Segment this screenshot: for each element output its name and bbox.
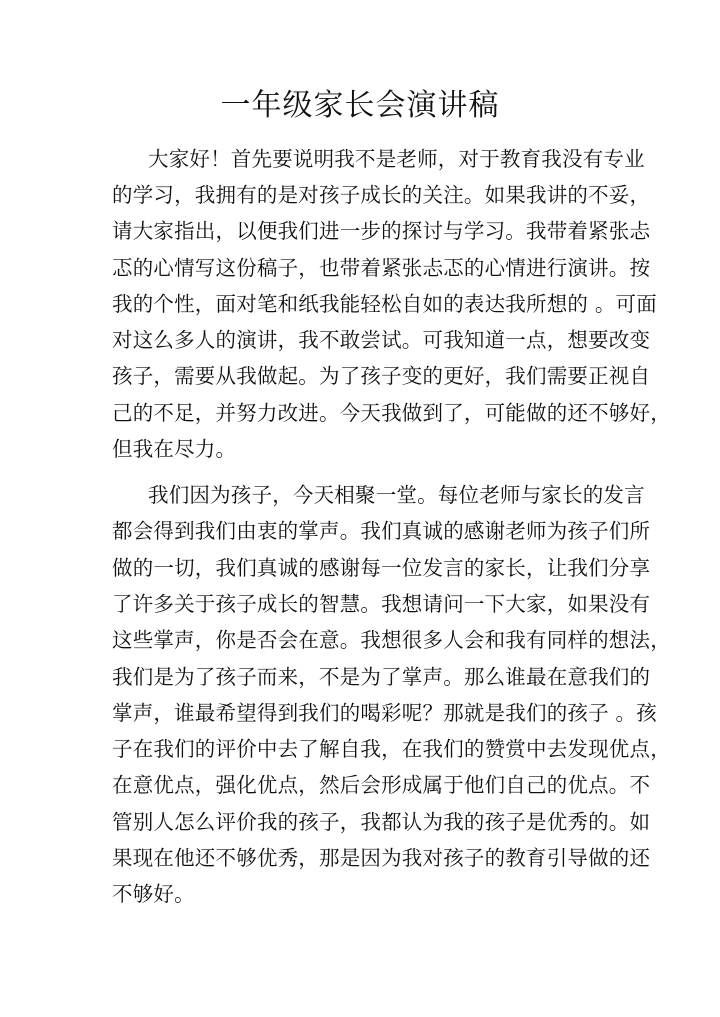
paragraph-1-line-5: 我的个性，面对笔和纸我能轻松自如的表达我所想的 。可面: [112, 292, 657, 316]
paragraph-2-line-11: 果现在他还不够优秀，那是因为我对孩子的教育引导做的还: [112, 846, 651, 870]
paragraph-2-line-10: 管别人怎么评价我的孩子，我都认为我的孩子是优秀的。如: [112, 810, 651, 834]
paragraph-2-line-5: 这些掌声，你是否会在意。我想很多人会和我有同样的想法，: [112, 628, 671, 652]
paragraph-2-line-1: 我们因为孩子，今天相聚一堂。每位老师与家长的发言: [148, 483, 645, 507]
paragraph-1-line-2: 的学习，我拥有的是对孩子成长的关注。如果我讲的不妥，: [112, 183, 651, 207]
paragraph-1-line-9: 但我在尽力。: [112, 437, 237, 461]
paragraph-2-line-3: 做的一切，我们真诚的感谢每一位发言的家长，让我们分享: [112, 556, 651, 580]
document-title: 一年级家长会演讲稿: [220, 88, 500, 123]
paragraph-1-line-1: 大家好！首先要说明我不是老师，对于教育我没有专业: [148, 147, 645, 171]
paragraph-2-line-9: 在意优点，强化优点，然后会形成属于他们自己的优点。不: [112, 773, 651, 797]
paragraph-1-line-6: 对这么多人的演讲，我不敢尝试。可我知道一点，想要改变: [112, 328, 651, 352]
paragraph-2-line-12: 不够好。: [112, 882, 195, 906]
paragraph-2-line-4: 了许多关于孩子成长的智慧。我想请问一下大家，如果没有: [112, 592, 651, 616]
paragraph-1-line-7: 孩子，需要从我做起。为了孩子变的更好，我们需要正视自: [112, 364, 651, 388]
paragraph-2-line-8: 子在我们的评价中去了解自我，在我们的赞赏中去发现优点，: [112, 737, 671, 761]
paragraph-2-line-7: 掌声，谁最希望得到我们的喝彩呢？那就是我们的孩子 。孩: [112, 701, 657, 725]
paragraph-1-line-4: 忑的心情写这份稿子，也带着紧张忐忑的心情进行演讲。按: [112, 256, 651, 280]
paragraph-2-line-6: 我们是为了孩子而来，不是为了掌声。那么谁最在意我们的: [112, 665, 651, 689]
paragraph-1-line-3: 请大家指出，以便我们进一步的探讨与学习。我带着紧张忐: [112, 219, 651, 243]
paragraph-2-line-2: 都会得到我们由衷的掌声。我们真诚的感谢老师为孩子们所: [112, 519, 651, 543]
paragraph-1-line-8: 己的不足，并努力改进。今天我做到了，可能做的还不够好，: [112, 401, 671, 425]
